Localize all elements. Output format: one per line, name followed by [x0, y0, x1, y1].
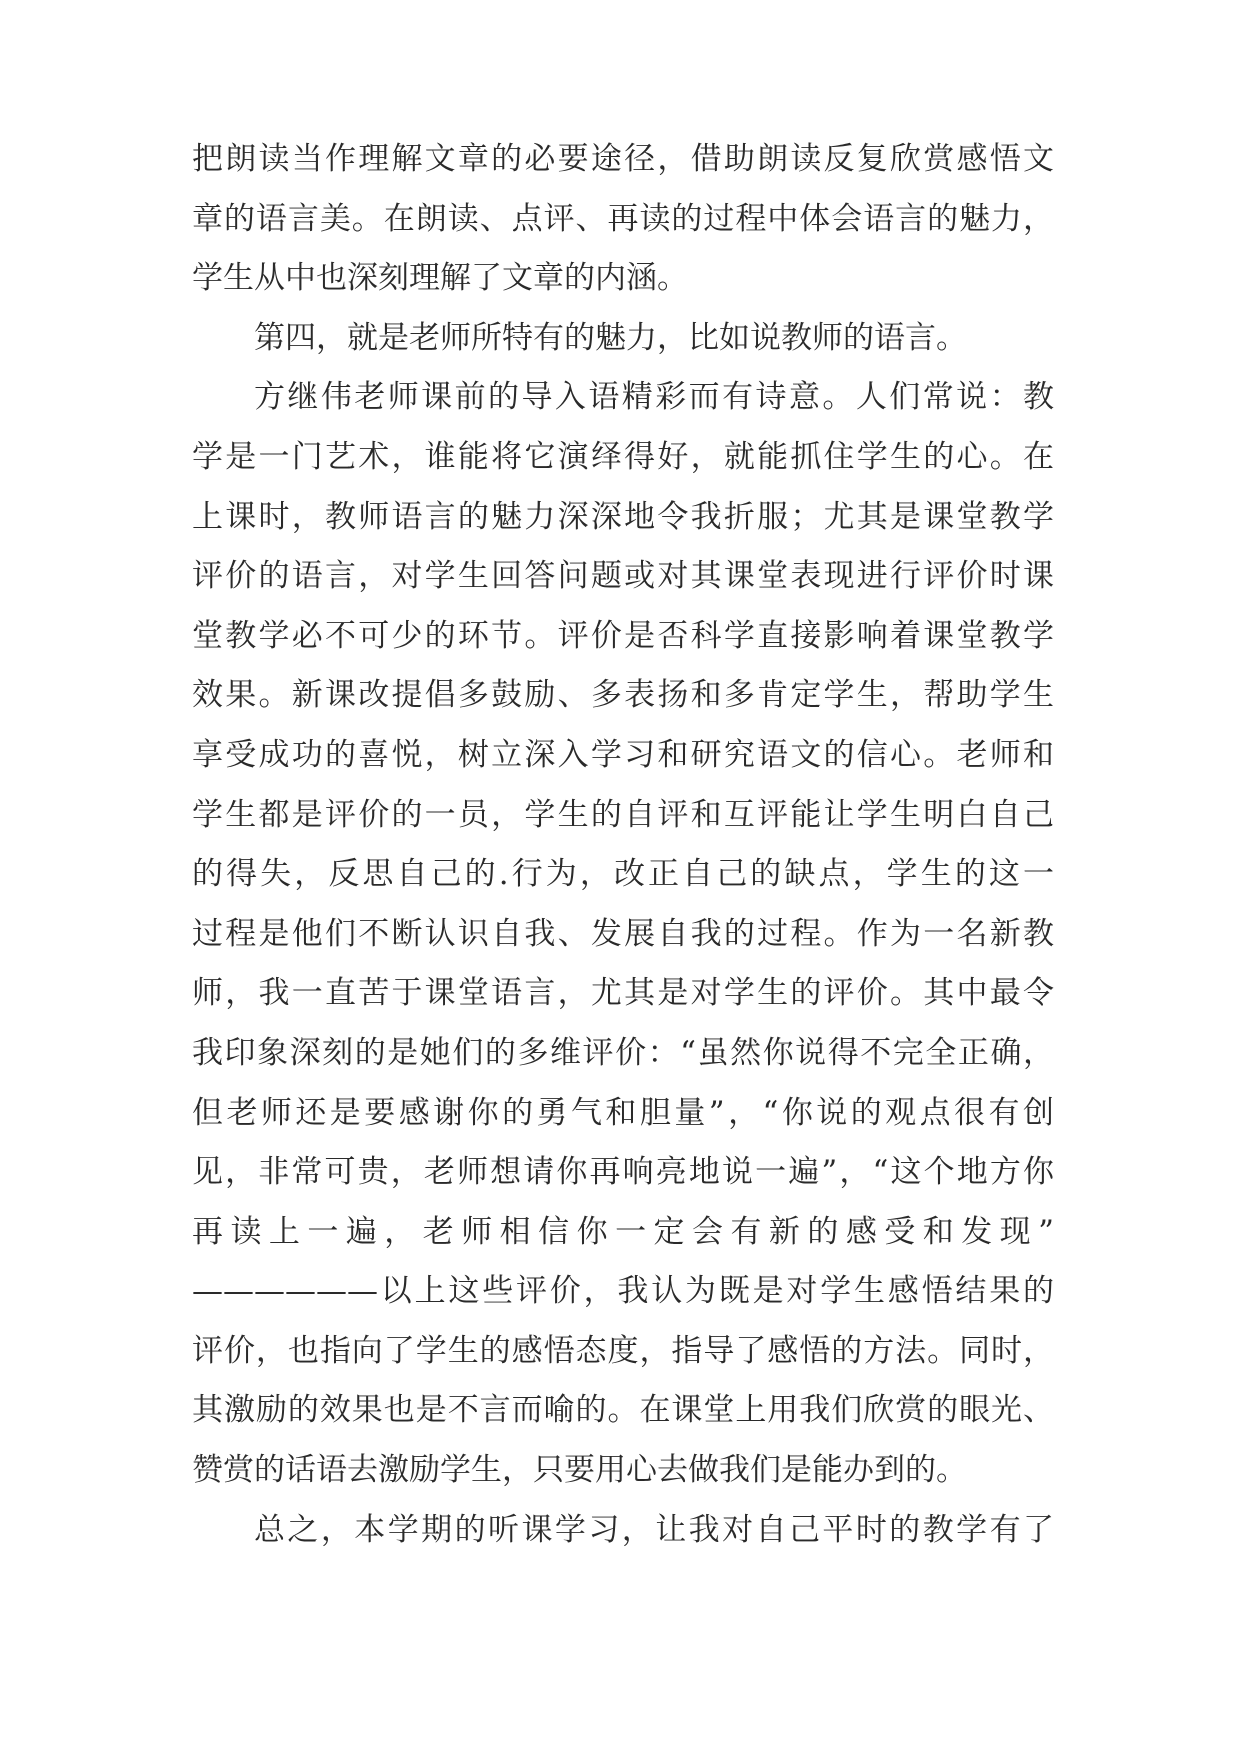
text-line: 赞赏的话语去激励学生，只要用心去做我们是能办到的。 [192, 1452, 967, 1489]
text-line: 把朗读当作理解文章的必要途径，借助朗读反复欣赏感悟文 [192, 141, 1054, 177]
text-line: 上课时，教师语言的魅力深深地令我折服；尤其是课堂教学 [192, 498, 1054, 535]
text-line: 评价的语言，对学生回答问题或对其课堂表现进行评价时课 [192, 558, 1054, 595]
text-line: 堂教学必不可少的环节。评价是否科学直接影响着课堂教学 [192, 617, 1054, 654]
text-line: 见，非常可贵，老师想请你再响亮地说一遍”，“这个地方你 [192, 1154, 1054, 1191]
text-line: 学生从中也深刻理解了文章的内涵。 [192, 260, 688, 297]
text-line: 的得失，反思自己的.行为，改正自己的缺点，学生的这一 [192, 856, 1054, 893]
text-line: 效果。新课改提倡多鼓励、多表扬和多肯定学生，帮助学生 [192, 677, 1054, 714]
text-line: 学生都是评价的一员，学生的自评和互评能让学生明白自己 [192, 796, 1054, 833]
text-line: 再读上一遍，老师相信你一定会有新的感受和发现” [192, 1213, 1054, 1250]
body-text [192, 130, 1054, 1560]
text-line: 章的语言美。在朗读、点评、再读的过程中体会语言的魅力， [192, 200, 1054, 237]
text-line: ——————以上这些评价，我认为既是对学生感悟结果的 [192, 1273, 1054, 1310]
paragraph-start-line: 总之，本学期的听课学习，让我对自己平时的教学有了 [254, 1511, 1054, 1548]
text-line: 师，我一直苦于课堂语言，尤其是对学生的评价。其中最令 [192, 975, 1054, 1012]
text-line: 但老师还是要感谢你的勇气和胆量”，“你说的观点很有创 [192, 1094, 1054, 1131]
text-line: 过程是他们不断认识自我、发展自我的过程。作为一名新教 [192, 915, 1054, 952]
text-line: 评价，也指向了学生的感悟态度，指导了感悟的方法。同时， [192, 1332, 1054, 1369]
text-line: 享受成功的喜悦，树立深入学习和研究语文的信心。老师和 [192, 736, 1054, 773]
text-line: 其激励的效果也是不言而喻的。在课堂上用我们欣赏的眼光、 [192, 1392, 1054, 1429]
text-line: 我印象深刻的是她们的多维评价：“虽然你说得不完全正确， [192, 1034, 1054, 1071]
text-line: 学是一门艺术，谁能将它演绎得好，就能抓住学生的心。在 [192, 438, 1054, 475]
paragraph-start-line: 第四，就是老师所特有的魅力，比如说教师的语言。 [254, 319, 967, 356]
paragraph-start-line: 方继伟老师课前的导入语精彩而有诗意。人们常说：教 [254, 379, 1054, 416]
